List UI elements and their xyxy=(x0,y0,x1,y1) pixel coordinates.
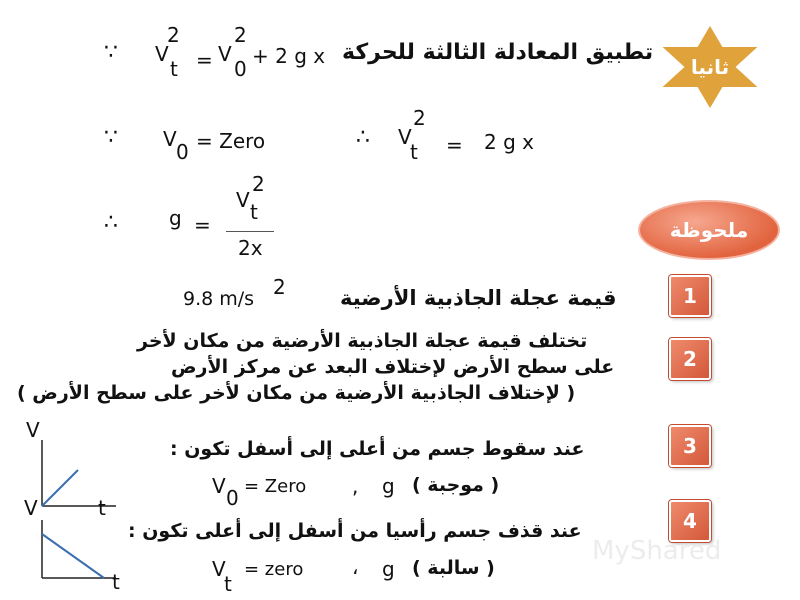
gravity-value: 9.8 m/s xyxy=(183,288,255,310)
velocity-symbol: V xyxy=(212,557,226,581)
graph1-line xyxy=(42,470,78,506)
negative-label: ( سالبة ) xyxy=(412,557,495,579)
equals-sign: = xyxy=(196,48,213,72)
number-badge-3: 3 xyxy=(669,425,711,467)
subscript: t xyxy=(250,200,258,224)
item2-line1: تختلف قيمة عجلة الجاذبية الأرضية من مكان لأخر xyxy=(137,330,588,352)
positive-label: ( موجبة ) xyxy=(412,474,500,496)
superscript: 2 xyxy=(413,106,426,130)
superscript: 2 xyxy=(273,275,286,299)
item4-text: عند قذف جسم رأسيا من أسفل إلى أعلى تكون : xyxy=(128,520,582,542)
note-badge: ملحوظة xyxy=(638,200,780,260)
because-symbol: ∵ xyxy=(104,125,118,150)
subscript: 0 xyxy=(226,486,239,510)
comma: ، xyxy=(352,555,359,579)
velocity-symbol: V xyxy=(398,125,412,149)
star-badge-label: ثانيا xyxy=(690,55,730,79)
subscript: 0 xyxy=(176,140,189,164)
velocity-symbol: V xyxy=(155,42,169,66)
graph2-y-label: V xyxy=(24,496,38,520)
watermark: MyShared xyxy=(592,536,722,566)
star-badge xyxy=(655,22,765,112)
graph1-axes xyxy=(38,440,118,510)
graph1-y-label: V xyxy=(26,418,40,442)
section-title: تطبيق المعادلة الثالثة للحركة xyxy=(342,40,654,65)
graph1-x-label: t xyxy=(98,496,106,520)
velocity-symbol: V xyxy=(163,127,177,151)
graph2-axes xyxy=(38,520,118,582)
subscript: t xyxy=(170,57,178,81)
superscript: 2 xyxy=(234,23,247,47)
item1-text: قيمة عجلة الجاذبية الأرضية xyxy=(340,286,617,310)
number-badge-2: 2 xyxy=(669,338,711,380)
fraction-denominator: 2x xyxy=(238,236,263,260)
graph2-x-label: t xyxy=(112,570,120,594)
velocity-symbol: V xyxy=(212,474,226,498)
graph2-line xyxy=(42,534,104,578)
superscript: 2 xyxy=(167,23,180,47)
g-symbol: g xyxy=(382,474,395,498)
zero-value: = Zero xyxy=(244,476,307,497)
equation-rhs: 2 g x xyxy=(484,130,534,154)
item2-line2: على سطح الأرض لإختلاف البعد عن مركز الأرض xyxy=(171,356,615,378)
number-badge-4: 4 xyxy=(669,500,711,542)
velocity-symbol: V xyxy=(218,42,232,66)
item3-text: عند سقوط جسم من أعلى إلى أسفل تكون : xyxy=(170,438,585,460)
comma: , xyxy=(352,474,359,498)
because-symbol: ∵ xyxy=(104,40,118,65)
item2-line3: ( لإختلاف الجاذبية الأرضية من مكان لأخر على سطح الأرض ) xyxy=(17,382,576,404)
therefore-symbol: ∴ xyxy=(104,210,118,235)
equals-sign: = xyxy=(446,133,463,157)
zero-value: = zero xyxy=(244,559,304,580)
equals-sign: = xyxy=(194,213,211,237)
subscript: 0 xyxy=(234,57,247,81)
subscript: t xyxy=(410,140,418,164)
g-symbol: g xyxy=(382,557,395,581)
superscript: 2 xyxy=(252,172,265,196)
therefore-symbol: ∴ xyxy=(356,125,370,150)
g-symbol: g xyxy=(169,206,182,230)
number-badge-1: 1 xyxy=(669,275,711,317)
subscript: t xyxy=(224,572,232,596)
equation-rhs: + 2 g x xyxy=(252,44,326,68)
velocity-symbol: V xyxy=(236,188,250,212)
fraction-line xyxy=(226,231,274,232)
zero-value: = Zero xyxy=(196,129,266,153)
